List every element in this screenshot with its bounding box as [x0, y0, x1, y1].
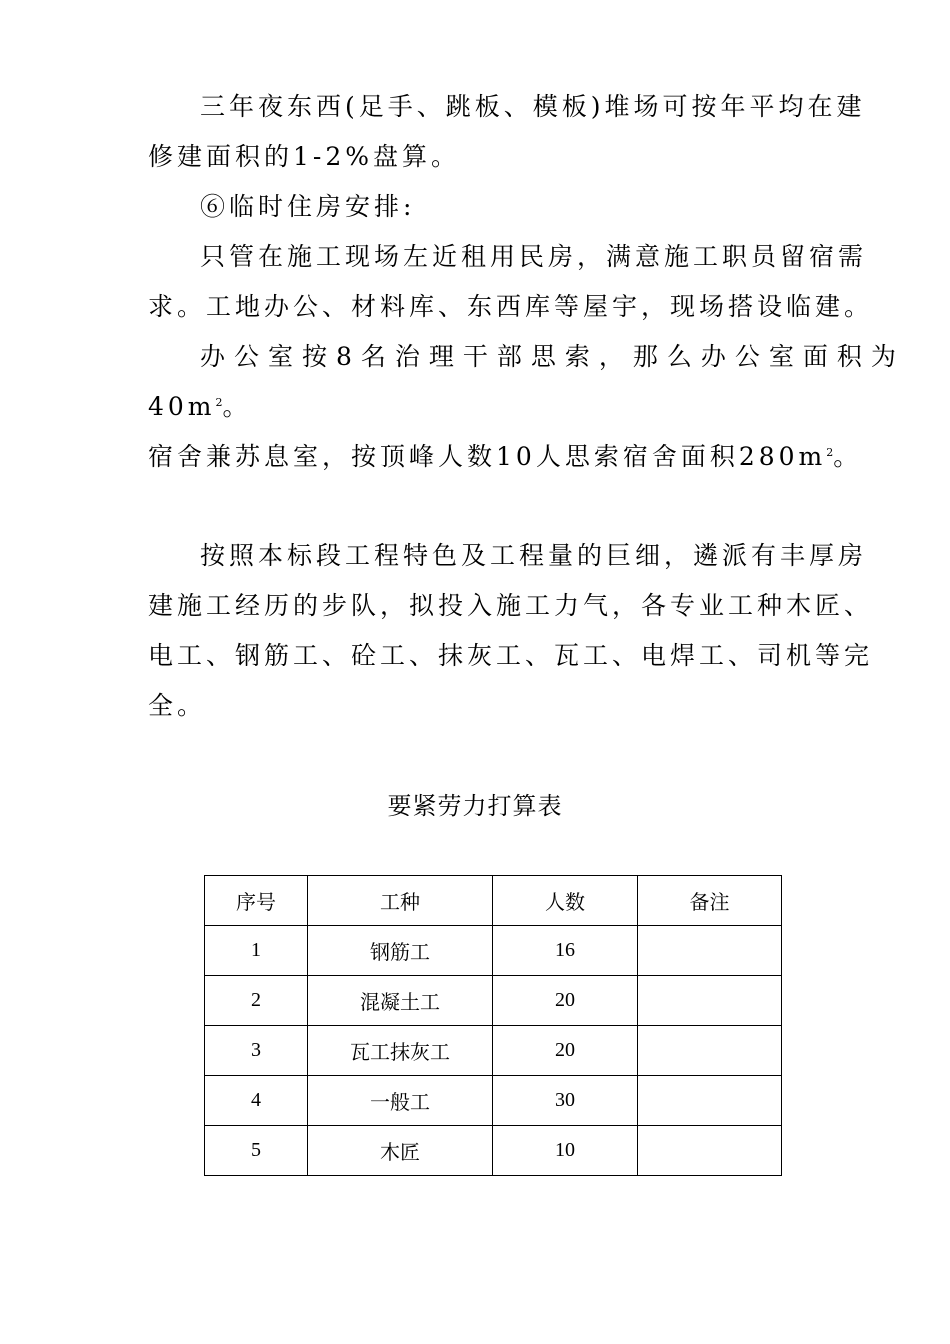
cell-remarks: [638, 926, 782, 976]
table-title: 要紧劳力打算表: [387, 792, 563, 820]
paragraph-storage-line-2: 修建面积的1-2%盘算。: [148, 142, 461, 171]
cell-trade: 混凝土工: [308, 976, 493, 1026]
paragraph-labor-line-4: 全。: [148, 691, 207, 720]
cell-count: 10: [493, 1126, 638, 1176]
cell-serial: 2: [205, 976, 308, 1026]
header-count: 人数: [493, 876, 638, 926]
cell-remarks: [638, 1076, 782, 1126]
cell-serial: 3: [205, 1026, 308, 1076]
labor-plan-table: [204, 875, 782, 1176]
table-row: [205, 1126, 782, 1176]
paragraph-labor-line-2: 建施工经历的步队，拟投入施工力气，各专业工种木匠、: [148, 591, 874, 620]
cell-count: 20: [493, 976, 638, 1026]
cell-remarks: [638, 976, 782, 1026]
paragraph-labor-line-3: 电工、钢筋工、砼工、抹灰工、瓦工、电焊工、司机等完: [148, 641, 874, 670]
cell-trade: 木匠: [308, 1126, 493, 1176]
cell-serial: 1: [205, 926, 308, 976]
dormitory-end: 。: [833, 442, 863, 471]
cell-serial: 5: [205, 1126, 308, 1176]
header-serial: 序号: [205, 876, 308, 926]
office-area-value: 40m: [148, 392, 216, 421]
paragraph-office-line-1: 办公室按8名治理干部思索，那么办公室面积为: [200, 342, 905, 371]
header-trade: 工种: [308, 876, 493, 926]
cell-count: 30: [493, 1076, 638, 1126]
cell-trade: 钢筋工: [308, 926, 493, 976]
header-remarks: 备注: [638, 876, 782, 926]
table-row: [205, 1026, 782, 1076]
section-heading-temporary-housing: ⑥临时住房安排:: [200, 192, 416, 221]
table-header-row: [205, 876, 782, 926]
dormitory-superscript: 2: [826, 446, 834, 459]
table-row: [205, 926, 782, 976]
office-area-end: 。: [222, 392, 252, 421]
table-row: [205, 1076, 782, 1126]
office-area-superscript: 2: [215, 396, 223, 409]
cell-serial: 4: [205, 1076, 308, 1126]
cell-trade: 一般工: [308, 1076, 493, 1126]
paragraph-dormitory: [148, 442, 862, 472]
cell-trade: 瓦工抹灰工: [308, 1026, 493, 1076]
cell-count: 16: [493, 926, 638, 976]
paragraph-labor-line-1: 按照本标段工程特色及工程量的巨细，遴派有丰厚房: [200, 541, 868, 570]
cell-remarks: [638, 1126, 782, 1176]
cell-remarks: [638, 1026, 782, 1076]
cell-count: 20: [493, 1026, 638, 1076]
dormitory-text: 宿舍兼苏息室，按顶峰人数10人思索宿舍面积280m: [148, 442, 827, 471]
paragraph-storage-line-1: 三年夜东西(足手、跳板、模板)堆场可按年平均在建: [200, 92, 866, 121]
paragraph-housing-line-1: 只管在施工现场左近租用民房，满意施工职员留宿需: [200, 242, 868, 271]
paragraph-housing-line-2: 求。工地办公、材料库、东西库等屋宇，现场搭设临建。: [148, 292, 874, 321]
paragraph-office-line-2: [148, 392, 252, 422]
table-row: [205, 976, 782, 1026]
